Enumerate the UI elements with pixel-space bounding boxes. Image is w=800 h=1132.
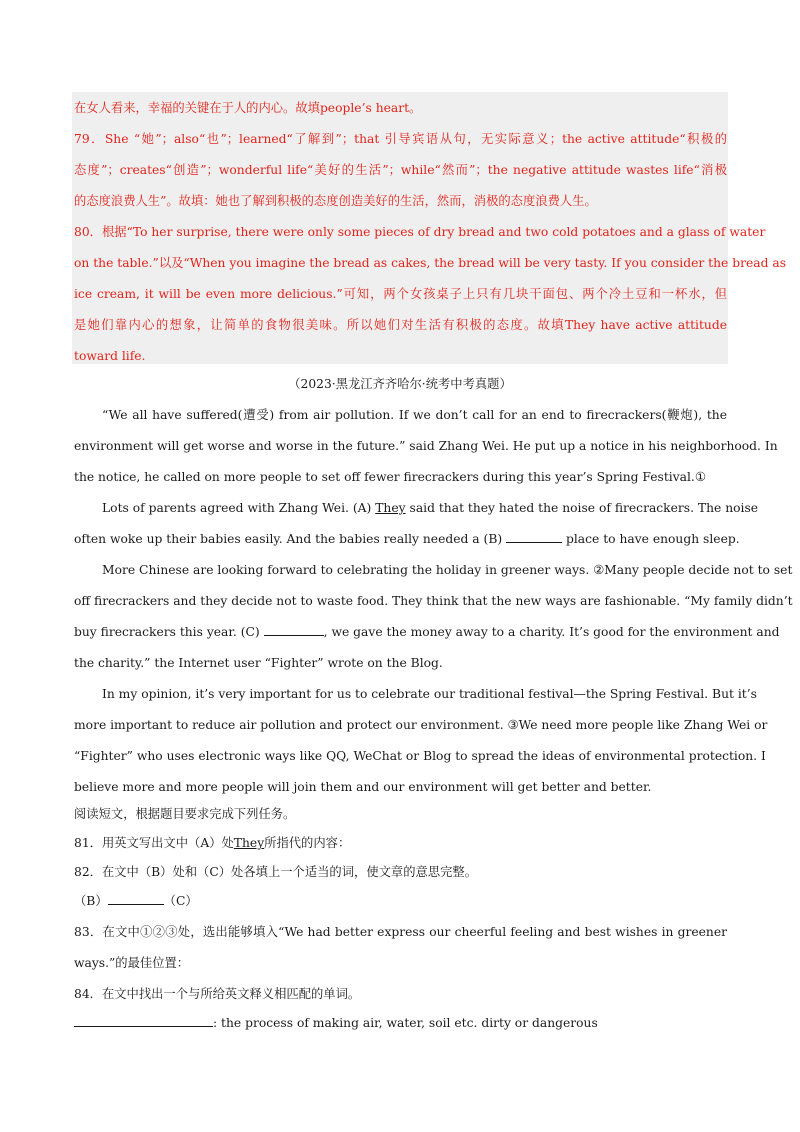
answer-line: toward life. xyxy=(74,349,146,363)
question-84-definition xyxy=(74,1015,598,1031)
question-83-cont: ways.”的最佳位置： xyxy=(74,956,190,970)
answer-line: 80．根据“To her surprise, there were only some pieces of dry bread and two cold potatoes and a glass of water xyxy=(74,225,766,239)
label-b: （B） xyxy=(74,894,108,908)
passage-line: “We all have suffered(遭受) from air pollution. If we don’t call for an end to firecrackers(鞭炮), the xyxy=(102,408,727,422)
passage-line xyxy=(102,500,759,516)
passage-line: off firecrackers and they decide not to waste food. They think that the new ways are fashionable. “My family didn’t xyxy=(74,594,793,608)
instructions: 阅读短文，根据题目要求完成下列任务。 xyxy=(74,807,296,821)
passage-line: environment will get worse and worse in the future.” said Zhang Wei. He put up a notice in his neighborhood. In xyxy=(74,439,778,453)
question-84: 84．在文中找出一个与所给英文释义相匹配的单词。 xyxy=(74,987,361,1001)
blank-c xyxy=(264,624,324,636)
passage-line xyxy=(74,624,780,640)
passage-text: buy firecrackers this year. (C) xyxy=(74,625,264,639)
answer-line: 态度”；creates“创造”；wonderful life“美好的生活”；while“然而”；the negative attitude wastes life“消极 xyxy=(74,163,727,177)
answer-blank-84[interactable] xyxy=(74,1015,213,1027)
passage-line: “Fighter” who uses electronic ways like QQ, WeChat or Blog to spread the ideas of environmental protection. I xyxy=(74,749,766,763)
answer-line: on the table.”以及“When you imagine the bread as cakes, the bread will be very tasty. If you consider the bread as xyxy=(74,256,787,270)
passage-text: said that they hated the noise of firecrackers. The noise xyxy=(409,501,759,515)
question-text: 所指代的内容： xyxy=(264,836,351,850)
question-82: 82．在文中（B）处和（C）处各填上一个适当的词，使文章的意思完整。 xyxy=(74,865,478,879)
answer-line: ice cream, it will be even more delicious.”可知，两个女孩桌子上只有几块干面包、两个冷土豆和一杯水，但 xyxy=(74,287,727,301)
passage-text: , we gave the money away to a charity. It’s good for the environment and xyxy=(323,625,780,639)
question-text: 81．用英文写出文中（A）处 xyxy=(74,836,234,850)
underlined-word-they: They xyxy=(375,501,406,515)
passage-line: the notice, he called on more people to set off fewer firecrackers during this year’s Spring Festival.① xyxy=(74,470,706,484)
passage-line: the charity.” the Internet user “Fighter” wrote on the Blog. xyxy=(74,656,443,670)
question-83: 83．在文中①②③处，选出能够填入“We had better express our cheerful feeling and best wishes in greener xyxy=(74,925,727,939)
answer-line: 79．She “她”；also“也”；learned“了解到”；that 引导宾语从句，无实际意义；the active attitude“积极的 xyxy=(74,132,727,146)
passage-line: More Chinese are looking forward to celebrating the holiday in greener ways. ②Many people decide not to set xyxy=(102,563,793,577)
underlined-word-they: They xyxy=(233,836,265,850)
question-81 xyxy=(74,835,350,851)
answer-blank-b[interactable] xyxy=(108,893,164,905)
source-heading: （2023·黑龙江齐齐哈尔·统考中考真题） xyxy=(288,377,512,391)
answer-line: 是她们靠内心的想象，让简单的食物很美味。所以她们对生活有积极的态度。故填They have active attitude xyxy=(74,318,727,332)
passage-text: place to have enough sleep. xyxy=(562,532,740,546)
passage-text: often woke up their babies easily. And the babies really needed a (B) xyxy=(74,532,507,546)
blank-b xyxy=(506,531,562,543)
question-82-blanks xyxy=(74,893,198,909)
passage-line: believe more and more people will join them and our environment will get better and better. xyxy=(74,780,652,794)
passage-line: In my opinion, it’s very important for us to celebrate our traditional festival—the Spring Festival. But it’s xyxy=(102,687,757,701)
passage-text: Lots of parents agreed with Zhang Wei. (A) xyxy=(102,501,376,515)
passage-line xyxy=(74,531,740,547)
passage-line: more important to reduce air pollution and protect our environment. ③We need more people like Zhang Wei or xyxy=(74,718,768,732)
answer-line: 在女人看来，幸福的关键在于人的内心。故填people’s heart。 xyxy=(74,101,422,115)
answer-line: 的态度浪费人生”。故填：她也了解到积极的态度创造美好的生活，然而，消极的态度浪费人生。 xyxy=(74,194,597,208)
definition-text: : the process of making air, water, soil etc. dirty or dangerous xyxy=(213,1016,598,1030)
label-c: （C） xyxy=(163,894,198,908)
